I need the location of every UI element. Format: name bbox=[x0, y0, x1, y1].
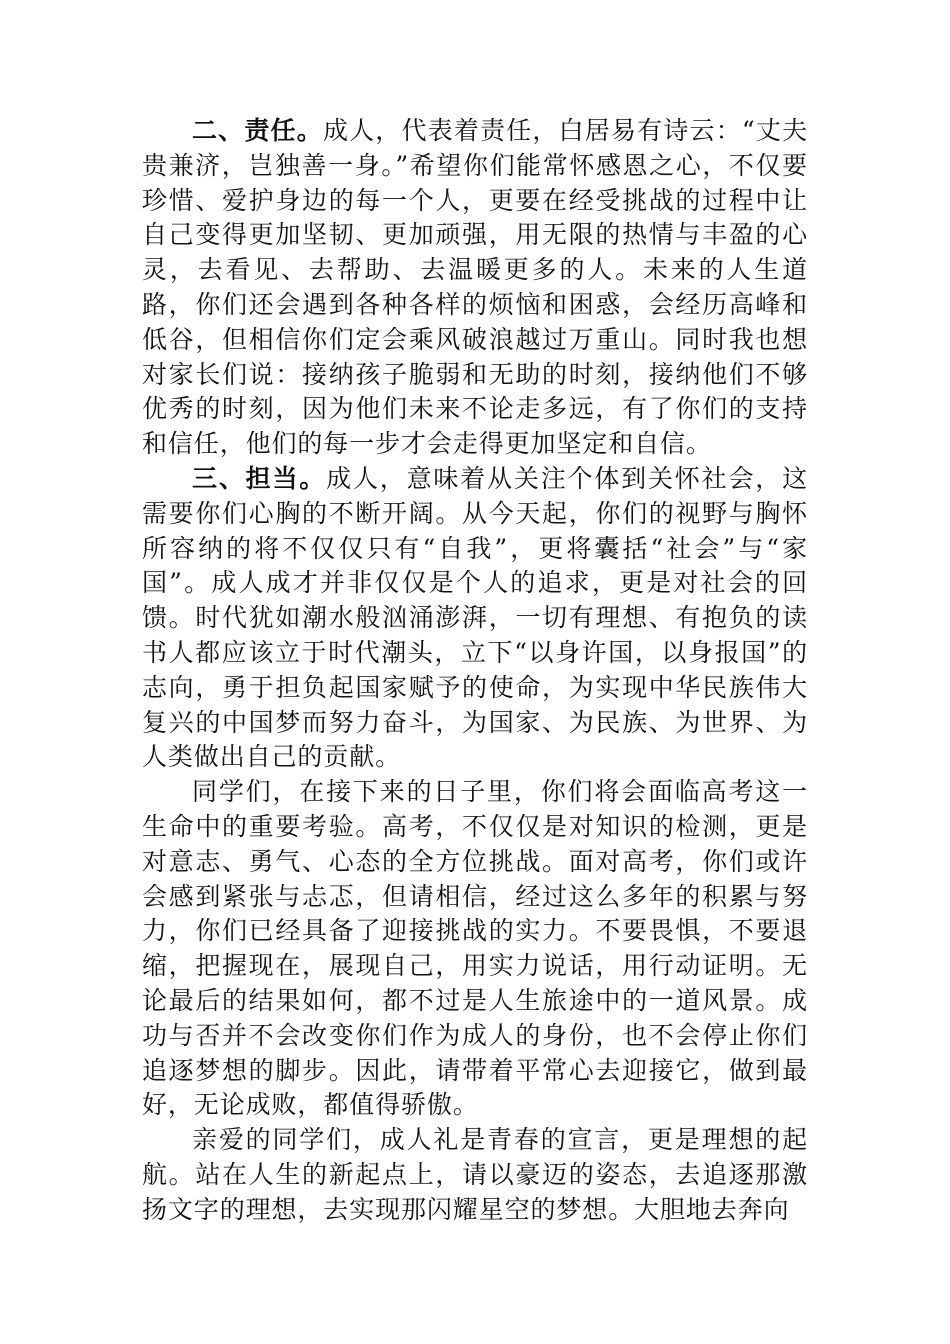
document-body bbox=[142, 114, 808, 1228]
paragraph-commitment bbox=[142, 462, 808, 775]
paragraph-text: 成人，意味着从关注个体到关怀社会，这需要你们心胸的不断开阔。从今天起，你们的视野与胸怀所容纳的将不仅仅只有“自我”，更将囊括“社会”与“家国”。成人成才并非仅仅是个人的追求，更是对社会的回馈。时代犹如潮水般汹涌澎湃，一切有理想、有抱负的读书人都应该立于时代潮头，立下“以身许国，以身报国”的志向，勇于担负起国家赋予的使命，为实现中华民族伟大复兴的中国梦而努力奋斗，为国家、为民族、为世界、为人类做出自己的贡献。 bbox=[142, 463, 808, 772]
paragraph-closing bbox=[142, 1123, 808, 1227]
paragraph-text: 成人，代表着责任，白居易有诗云：“丈夫贵兼济，岂独善一身。”希望你们能常怀感恩之心，不仅要珍惜、爱护身边的每一个人，更要在经受挑战的过程中让自己变得更加坚韧、更加顽强，用无限的热情与丰盈的心灵，去看见、去帮助、去温暖更多的人。未来的人生道路，你们还会遇到各种各样的烦恼和困惑，会经历高峰和低谷，但相信你们定会乘风破浪越过万重山。同时我也想对家长们说：接纳孩子脆弱和无助的时刻，接纳他们不够优秀的时刻，因为他们未来不论走多远，有了你们的支持和信任，他们的每一步才会走得更加坚定和自信。 bbox=[142, 116, 808, 459]
paragraph-responsibility bbox=[142, 114, 808, 462]
paragraph-text: 同学们，在接下来的日子里，你们将会面临高考这一生命中的重要考验。高考，不仅仅是对知识的检测，更是对意志、勇气、心态的全方位挑战。面对高考，你们或许会感到紧张与忐忑，但请相信，经过这么多年的积累与努力，你们已经具备了迎接挑战的实力。不要畏惧，不要退缩，把握现在，展现自己，用实力说话，用行动证明。无论最后的结果如何，都不过是人生旅途中的一道风景。成功与否并不会改变你们作为成人的身份，也不会停止你们追逐梦想的脚步。因此，请带着平常心去迎接它，做到最好，无论成败，都值得骄傲。 bbox=[142, 777, 808, 1120]
paragraph-text: 亲爱的同学们，成人礼是青春的宣言，更是理想的起航。站在人生的新起点上，请以豪迈的姿态，去追逐那激扬文字的理想，去实现那闪耀星空的梦想。大胆地去奔向 bbox=[142, 1125, 808, 1224]
paragraph-gaokao bbox=[142, 775, 808, 1123]
section-heading-commitment: 三、担当。 bbox=[192, 463, 327, 493]
section-heading-responsibility: 二、责任。 bbox=[192, 116, 323, 145]
